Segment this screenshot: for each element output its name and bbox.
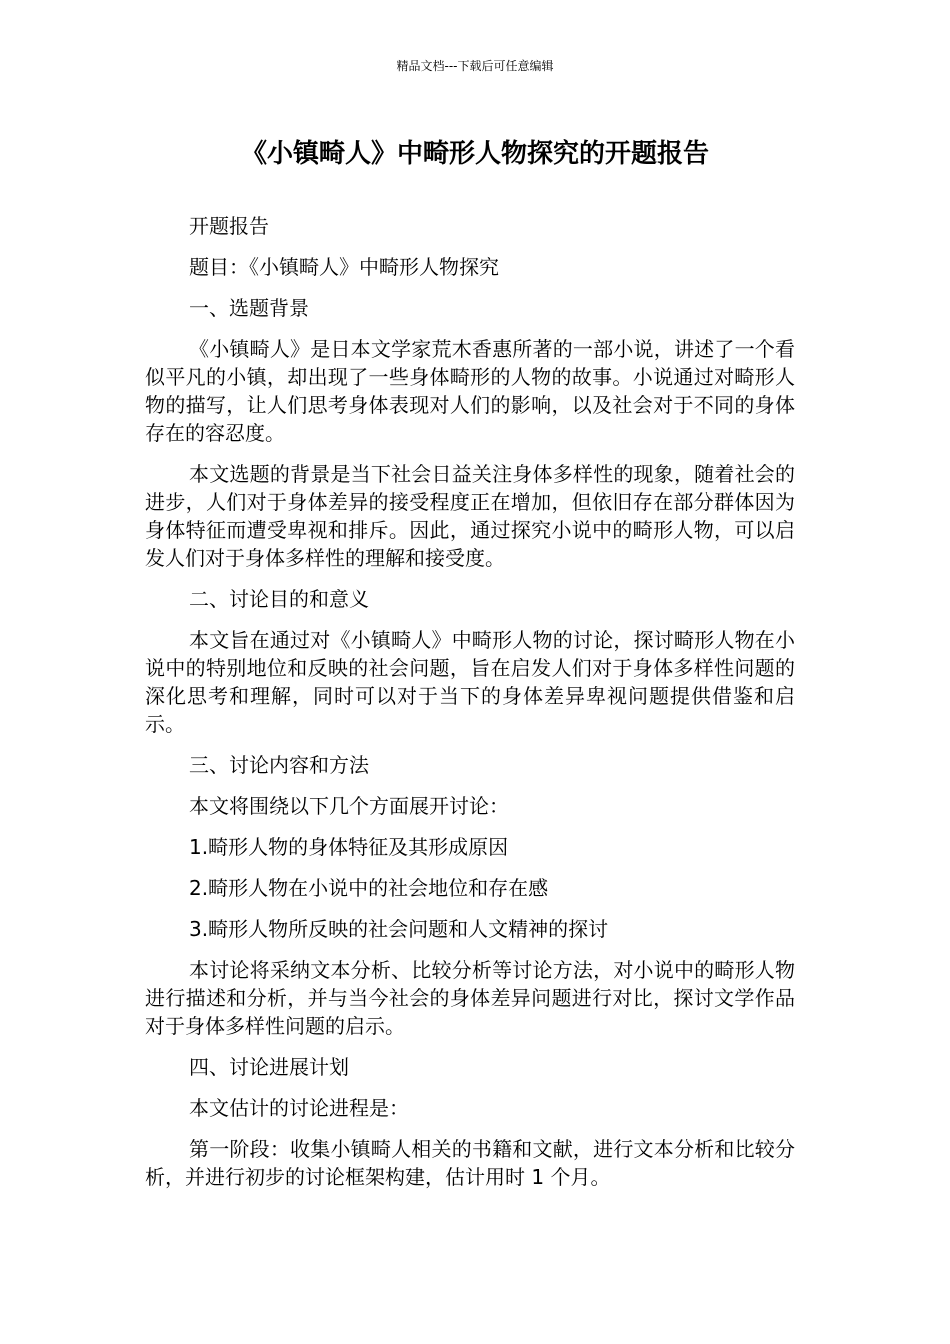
- paragraph-background-2: 本文选题的背景是当下社会日益关注身体多样性的现象，随着社会的进步，人们对于身体差异的接受程度正在增加，但依旧存在部分群体因为身体特征而遭受卑视和排斥。因此，通过探究小说中的畸形人物，可以启发人们对于身体多样性的理解和接受度。: [145, 462, 795, 570]
- paragraph-background-1: 《小镇畸人》是日本文学家荒木香惠所著的一部小说，讲述了一个看似平凡的小镇，却出现了一些身体畸形的人物的故事。小说通过对畸形人物的描写，让人们思考身体表现对人们的影响，以及社会对于不同的身体存在的容忍度。: [145, 337, 795, 445]
- document-body: [145, 212, 795, 1204]
- paragraph-kaiti-baogao: 开题报告: [189, 214, 269, 238]
- document-title: 《小镇畸人》中畸形人物探究的开题报告: [240, 139, 709, 169]
- paragraph-plan-intro: 本文估计的讨论进程是：: [189, 1096, 409, 1120]
- section-heading-plan: 四、讨论进展计划: [189, 1055, 349, 1079]
- section-heading-content-methods: 三、讨论内容和方法: [189, 753, 369, 777]
- section-heading-background: 一、选题背景: [189, 296, 309, 320]
- paragraph-topic: 题目：《小镇畸人》中畸形人物探究: [189, 255, 499, 279]
- list-item-2: 2.畸形人物在小说中的社会地位和存在感: [189, 876, 549, 900]
- list-item-1: 1.畸形人物的身体特征及其形成原因: [189, 835, 509, 859]
- paragraph-methods: 本讨论将采纳文本分析、比较分析等讨论方法，对小说中的畸形人物进行描述和分析，并与当今社会的身体差异问题进行对比，探讨文学作品对于身体多样性问题的启示。: [145, 958, 795, 1038]
- list-item-3: 3.畸形人物所反映的社会问题和人文精神的探讨: [189, 917, 609, 941]
- paragraph-content-intro: 本文将围绕以下几个方面展开讨论：: [189, 794, 509, 818]
- paragraph-plan-stage-1: 第一阶段：收集小镇畸人相关的书籍和文献，进行文本分析和比较分析，并进行初步的讨论框架构建，估计用时 1 个月。: [145, 1137, 795, 1189]
- section-heading-purpose: 二、讨论目的和意义: [189, 587, 369, 611]
- header-note: 精品文档---下载后可任意编辑: [396, 59, 554, 73]
- paragraph-purpose: 本文旨在通过对《小镇畸人》中畸形人物的讨论，探讨畸形人物在小说中的特别地位和反映的社会问题，旨在启发人们对于身体多样性问题的深化思考和理解，同时可以对于当下的身体差异卑视问题提供借鉴和启示。: [145, 628, 795, 736]
